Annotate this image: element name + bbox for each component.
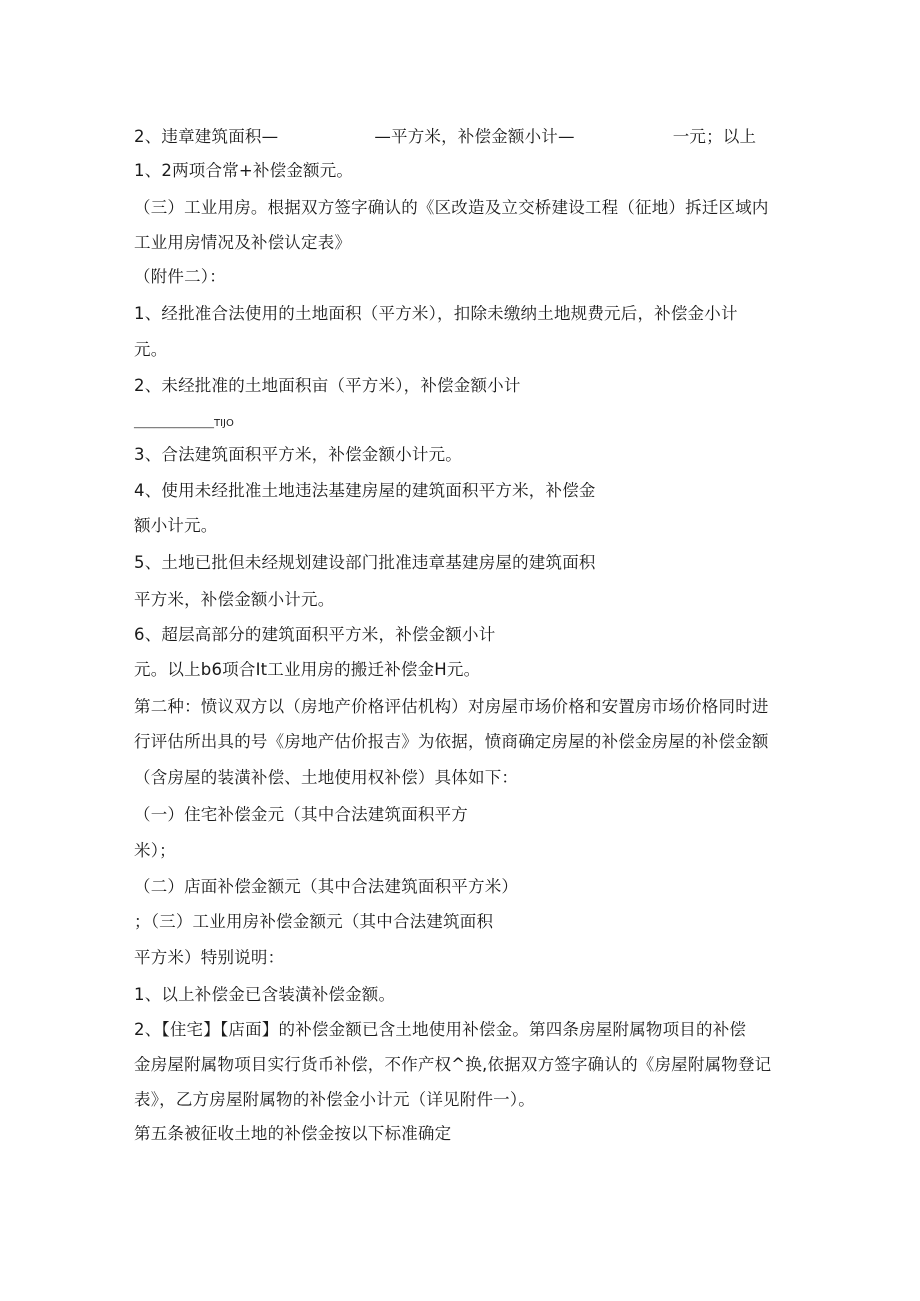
text-line: 额小计元。 bbox=[134, 516, 218, 535]
text-line: 2、【住宅】【店面】的补偿金额已含土地使用补偿金。第四条房屋附属物项目的补偿 bbox=[134, 1020, 747, 1039]
text-line: 5、土地已批但未经规划建设部门批准违章基建房屋的建筑面积 bbox=[134, 553, 596, 572]
text-line: （二）店面补偿金额元（其中合法建筑面积平方米） bbox=[134, 877, 519, 896]
text-line: 3、合法建筑面积平方米，补偿金额小计元。 bbox=[134, 445, 462, 464]
text-line: （附件二）： bbox=[134, 267, 226, 286]
text-line: 米）； bbox=[134, 841, 176, 860]
text-line bbox=[134, 126, 756, 148]
text-line: 1、以上补偿金已含装潢补偿金额。 bbox=[134, 985, 396, 1004]
text-line: 元。 bbox=[134, 340, 168, 359]
text-segment: —平方米，补偿金额小计— bbox=[374, 127, 575, 146]
text-segment: 一元；以上 bbox=[672, 127, 757, 146]
text-line: （三）工业用房。根据双方签字确认的《区改造及立交桥建设工程（征地）拆迁区域内 bbox=[134, 198, 769, 217]
text-line: ；（三）工业用房补偿金额元（其中合法建筑面积 bbox=[134, 912, 494, 931]
text-line: 工业用房情况及补偿认定表》 bbox=[134, 233, 352, 252]
text-line: ________________TIJO bbox=[134, 418, 234, 429]
text-line: 2、未经批准的土地面积亩（平方米），补偿金额小计 bbox=[134, 376, 521, 395]
text-line: 1、经批准合法使用的土地面积（平方米），扣除未缴纳土地规费元后，补偿金小计 bbox=[134, 304, 738, 323]
text-line: 1、2两项合常+补偿金额元。 bbox=[134, 161, 354, 180]
text-line: 金房屋附属物项目实行货币补偿，不作产权^换,依据双方签字确认的《房屋附属物登记 bbox=[134, 1055, 772, 1074]
text-line: 4、使用未经批准土地违法基建房屋的建筑面积平方米，补偿金 bbox=[134, 481, 596, 500]
text-line: 第二种：愤议双方以（房地产价格评估机构）对房屋市场价格和安置房市场价格同时进 bbox=[134, 697, 769, 716]
text-line: 平方米，补偿金额小计元。 bbox=[134, 590, 335, 609]
text-line: （含房屋的装潢补偿、土地使用权补偿）具体如下： bbox=[134, 768, 519, 787]
text-line: 6、超层高部分的建筑面积平方米，补偿金额小计 bbox=[134, 625, 496, 644]
text-line: 表》，乙方房屋附属物的补偿金小计元（详见附件一）。 bbox=[134, 1090, 535, 1109]
text-line: 元。以上b6项合It工业用房的搬迁补偿金H元。 bbox=[134, 660, 481, 679]
text-line: 行评估所出具的号《房地产估价报吉》为依据，愤商确定房屋的补偿金房屋的补偿金额 bbox=[134, 732, 769, 751]
text-line: （一）住宅补偿金元（其中合法建筑面积平方 bbox=[134, 805, 468, 824]
text-segment: 2、违章建筑面积— bbox=[134, 127, 279, 146]
text-line: 第五条被征收土地的补偿金按以下标准确定 bbox=[134, 1124, 452, 1143]
text-line: 平方米）特别说明： bbox=[134, 948, 285, 967]
